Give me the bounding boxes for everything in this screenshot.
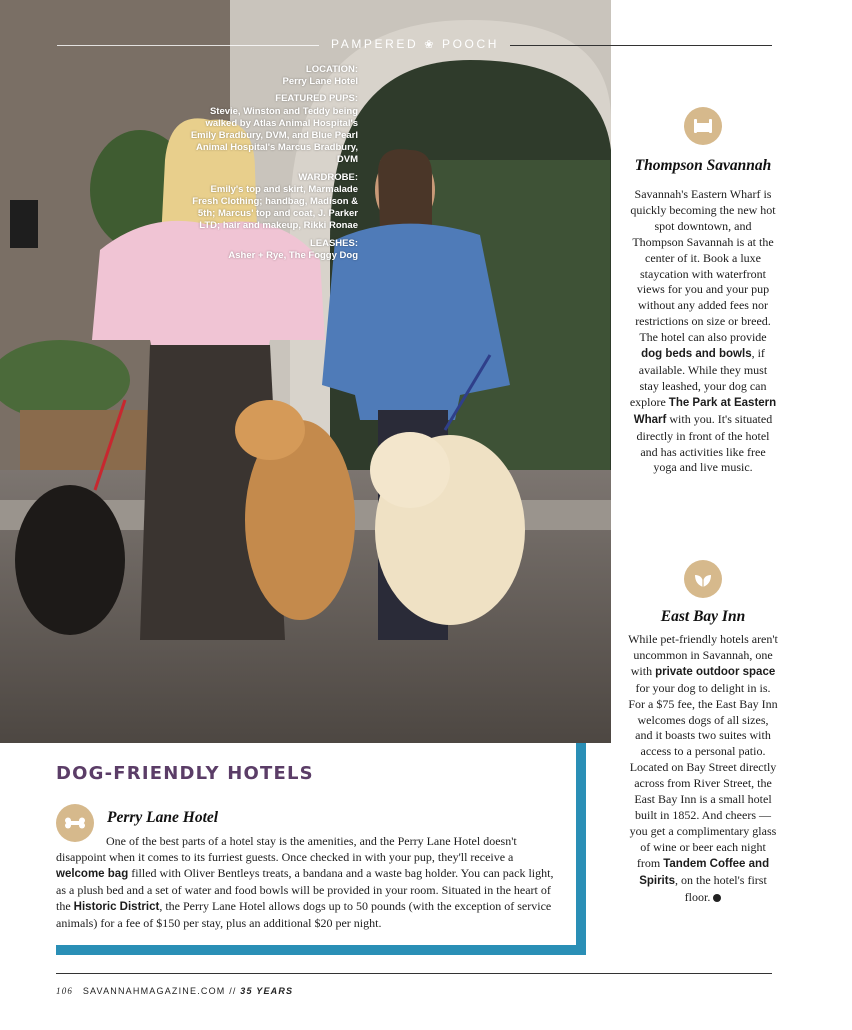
eastbay-text: While pet-friendly hotels aren't uncommon in Savannah, one with private outdoor space for your dog to delight in is. For a $75 fee, the East Bay Inn welcomes dogs of all sizes, and it boasts two suites with access to a personal patio. Located on Bay Street directly across from River Street, the East Bay Inn is a small hotel built in 1852. And cheers — you get a complimentary glass of wine or beer each night from Tandem Coffee and Spirits, on the hotel's first floor. (628, 632, 778, 904)
credit-label: FEATURED PUPS: (275, 93, 358, 105)
credit-value: Perry Lane Hotel (282, 76, 358, 88)
thompson-name: Thompson Savannah (634, 157, 772, 174)
eastbay-name: East Bay Inn (660, 608, 746, 625)
page-number: 106 (56, 986, 74, 996)
eastbay-section (628, 560, 778, 905)
credit-label: LOCATION: (305, 64, 358, 75)
credit-value: Emily's top and skirt, Marmalade Fresh Clothing; handbag, Madison & 5th; Marcus' top and coat, J. Parker LTD; hair and makeup, Rikki Ronae (192, 183, 358, 232)
photo-credits (188, 64, 358, 262)
section-tag-right: POOCH (441, 37, 499, 51)
perry-lane-text: One of the best parts of a hotel stay is the amenities, and the Perry Lane Hotel doesn't disappoint when it comes to its furriest guests. Once checked in with your pup, they'll receive a welcome bag filled with Oliver Bentleys treats, a bandana and a waste bag holder. You can pack light, as a plush bed and a set of water and food bowls will be provided in your room. Situated in the heart of the Historic District, the Perry Lane Hotel allows dogs up to 50 pounds (with the exception of service animals) for a fee of $150 per stay, plus an additional $20 per night. (56, 834, 554, 930)
section-tag-left: PAMPERED (331, 37, 419, 51)
bed-icon (684, 107, 722, 145)
footer (56, 986, 293, 996)
thompson-text: Savannah's Eastern Wharf is quickly becoming the new hot spot downtown, and Thompson Savannah is at the center of it. Book a luxe staycation with waterfront views for you and your pup without any added fees nor restrictions on size or breed. The hotel can also provide dog beds and bowls, if available. While they must stay leashed, your dog can explore The Park at Eastern Wharf with you. It's situated directly in front of the hotel and has activities like free yoga and live music. (629, 187, 777, 475)
footer-rule (56, 973, 772, 974)
box-accent-bottom (56, 945, 586, 955)
header-rule-right (510, 45, 772, 46)
credit-label: LEASHES: (309, 237, 358, 249)
footer-site: SAVANNAHMAGAZINE.COM // (82, 986, 237, 996)
end-mark-icon (713, 894, 721, 902)
leaf-icon (684, 560, 722, 598)
paw-icon: ❀ (424, 39, 437, 51)
credit-label: WARDROBE: (298, 171, 358, 183)
credit-value: Stevie, Winston and Teddy being walked by Atlas Animal Hospital's Emily Bradbury, DVM, and Blue Pearl Animal Hospital's Marcus Bradbury, DVM (190, 105, 358, 166)
credit-value: Asher + Rye, The Foggy Dog (228, 249, 358, 261)
thompson-section (628, 107, 778, 476)
box-accent-right (576, 743, 586, 955)
section-tag (320, 37, 510, 51)
footer-years: 35 YEARS (240, 986, 294, 996)
header-rule-left (57, 45, 319, 46)
box-title: DOG-FRIENDLY HOTELS (56, 763, 314, 784)
perry-lane-name: Perry Lane Hotel (107, 809, 219, 826)
